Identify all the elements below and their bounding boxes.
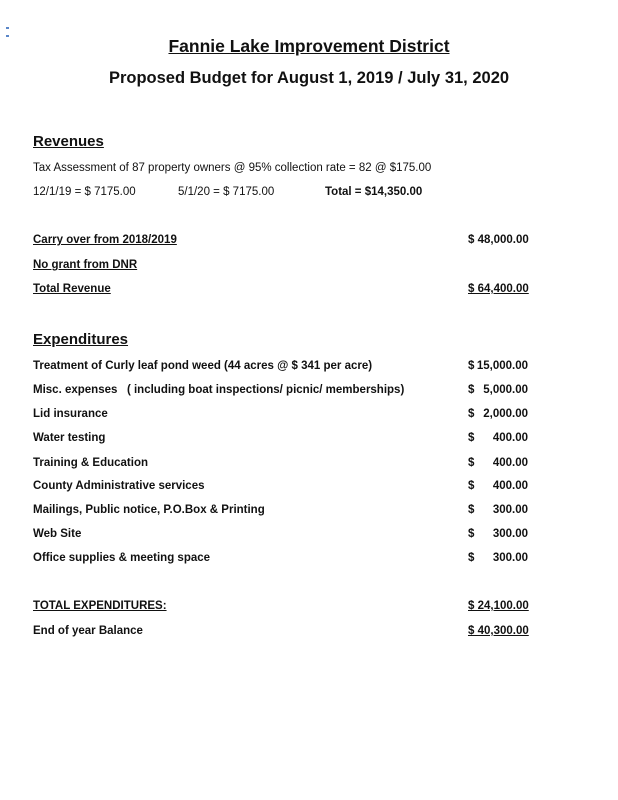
carry-over-label: Carry over from 2018/2019	[33, 234, 177, 246]
total-expenditures-label: TOTAL EXPENDITURES:	[33, 600, 167, 612]
expense-label: Treatment of Curly leaf pond weed (44 acres @ $ 341 per acre)	[33, 360, 373, 372]
end-of-year-balance-amount: $ 40,300.00	[468, 625, 529, 637]
installment-1: 12/1/19 = $ 7175.00	[33, 186, 136, 198]
document-subtitle: Proposed Budget for August 1, 2019 / July 31, 2020	[108, 69, 510, 87]
expense-label: Water testing	[33, 432, 106, 444]
expense-label: Training & Education	[33, 457, 149, 469]
expense-label: County Administrative services	[33, 480, 205, 492]
expense-label: Misc. expenses ( including boat inspections/ picnic/ memberships)	[33, 384, 405, 396]
total-revenue-amount: $ 64,400.00	[468, 283, 529, 295]
total-expenditures-amount: $ 24,100.00	[468, 600, 529, 612]
total-revenue-label: Total Revenue	[33, 283, 111, 295]
document-title: Fannie Lake Improvement District	[168, 36, 450, 56]
installment-2: 5/1/20 = $ 7175.00	[178, 186, 275, 198]
scan-speck	[6, 27, 9, 29]
expense-label: Mailings, Public notice, P.O.Box & Printing	[33, 504, 265, 516]
revenues-heading: Revenues	[33, 133, 104, 150]
expense-label: Office supplies & meeting space	[33, 552, 211, 564]
expense-label: Web Site	[33, 528, 82, 540]
carry-over-amount: $ 48,000.00	[468, 234, 529, 246]
expenditures-heading: Expenditures	[33, 331, 129, 348]
expense-label: Lid insurance	[33, 408, 108, 420]
grant-label: No grant from DNR	[33, 259, 138, 271]
end-of-year-balance-label: End of year Balance	[33, 625, 143, 637]
assessment-line: Tax Assessment of 87 property owners @ 95% collection rate = 82 @ $175.00	[33, 162, 432, 174]
installment-total: Total = $14,350.00	[325, 186, 423, 198]
